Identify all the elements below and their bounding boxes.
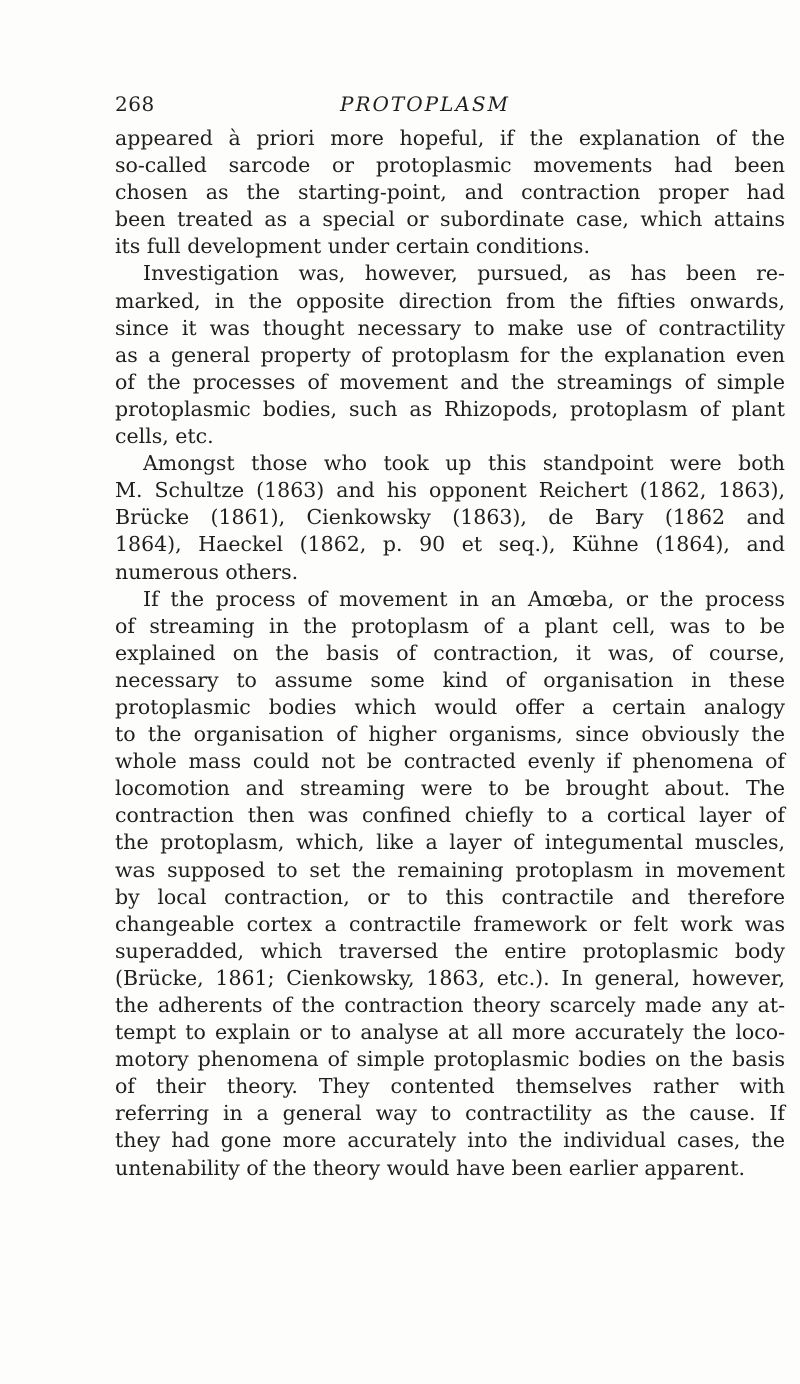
text-line: so-called sarcode or protoplasmic movements had been	[115, 153, 785, 178]
text-line: chosen as the starting-point, and contraction proper had	[115, 180, 785, 205]
page-header	[0, 92, 800, 120]
text-line: necessary to assume some kind of organisation in these	[115, 667, 785, 692]
text-line: of their theory. They contented themselves rather with	[115, 1074, 785, 1099]
text-line: marked, in the opposite direction from the fifties onwards,	[115, 288, 785, 313]
text-line: explained on the basis of contraction, it was, of course,	[115, 640, 785, 665]
text-line: untenability of the theory would have been earlier apparent.	[115, 1155, 746, 1180]
text-line: Brücke (1861), Cienkowsky (1863), de Bary (1862 and	[115, 505, 785, 530]
text-line: tempt to explain or to analyse at all more accurately the loco-	[115, 1020, 785, 1045]
text-line: the adherents of the contraction theory scarcely made any at-	[115, 993, 785, 1017]
text-line: its full development under certain conditions.	[115, 234, 590, 259]
text-line: numerous others.	[115, 559, 299, 584]
text-line: since it was thought necessary to make use of contractility	[115, 315, 785, 340]
running-title: PROTOPLASM	[340, 92, 511, 116]
text-line: appeared à priori more hopeful, if the explanation of the	[115, 126, 785, 150]
text-line: whole mass could not be contracted evenly if phenomena of	[115, 749, 785, 774]
text-line: Amongst those who took up this standpoint were both	[143, 451, 785, 476]
text-line: 1864), Haeckel (1862, p. 90 et seq.), Kühne (1864), and	[115, 532, 785, 557]
text-line: of streaming in the protoplasm of a plant cell, was to be	[115, 613, 785, 638]
text-line: cells, etc.	[115, 424, 214, 449]
text-line: locomotion and streaming were to be brought about. The	[115, 776, 785, 801]
text-line: Investigation was, however, pursued, as has been re-	[143, 261, 785, 286]
text-line: motory phenomena of simple protoplasmic bodies on the basis	[115, 1047, 785, 1072]
text-line: as a general property of protoplasm for the explanation even	[115, 342, 785, 367]
text-line: protoplasmic bodies which would offer a certain analogy	[115, 694, 785, 719]
page-number: 268	[115, 92, 155, 116]
body-text	[115, 125, 785, 1182]
text-line: protoplasmic bodies, such as Rhizopods, protoplasm of plant	[115, 396, 785, 421]
text-line: of the processes of movement and the streamings of simple	[115, 369, 785, 394]
text-line: changeable cortex a contractile framework or felt work was	[115, 911, 785, 936]
text-line: by local contraction, or to this contractile and therefore	[115, 884, 785, 909]
text-line: been treated as a special or subordinate case, which attains	[115, 207, 785, 232]
text-line: If the process of movement in an Amœba, or the process	[143, 586, 785, 611]
text-line: referring in a general way to contractility as the cause. If	[115, 1101, 785, 1126]
text-line: (Brücke, 1861; Cienkowsky, 1863, etc.). In general, however,	[115, 965, 785, 990]
text-line: they had gone more accurately into the individual cases, the	[115, 1128, 785, 1153]
text-line: M. Schultze (1863) and his opponent Reichert (1862, 1863),	[115, 478, 785, 503]
text-line: contraction then was confined chiefly to a cortical layer of	[115, 803, 785, 828]
text-line: was supposed to set the remaining protoplasm in movement	[115, 857, 785, 882]
text-line: the protoplasm, which, like a layer of integumental muscles,	[115, 830, 785, 855]
text-line: to the organisation of higher organisms, since obviously the	[115, 722, 785, 747]
text-line: superadded, which traversed the entire protoplasmic body	[115, 938, 785, 963]
